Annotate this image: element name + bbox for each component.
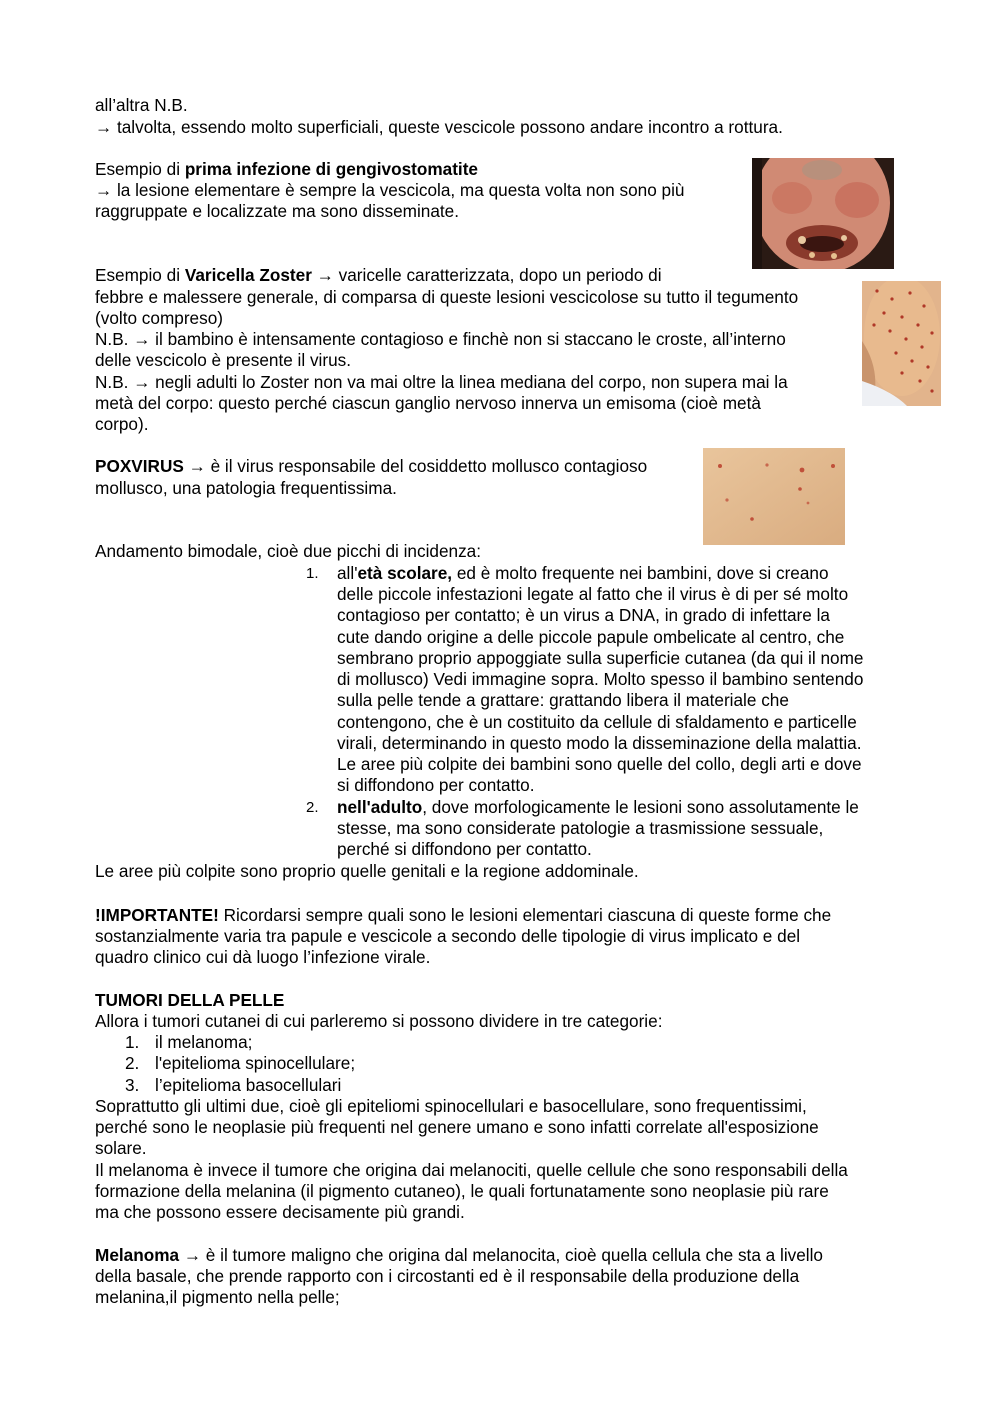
list-item-eta-scolare: all'età scolare, ed è molto frequente nei bambini, dove si creano — [337, 563, 829, 583]
list-number: 1. — [306, 565, 319, 582]
text-line: cute dando origine a delle piccole papule ombelicate al centro, che — [337, 627, 845, 647]
list-item-adulto: nell'adulto, dove morfologicamente le lesioni sono assolutamente le — [337, 797, 859, 817]
text-line: si diffondono per contatto. — [337, 775, 535, 795]
section-heading: TUMORI DELLA PELLE — [95, 990, 285, 1010]
text-line: metà del corpo: questo perché ciascun ganglio nervoso innerva un emisoma (cioè metà — [95, 393, 761, 413]
text-line: Allora i tumori cutanei di cui parleremo si possono dividere in tre categorie: — [95, 1011, 663, 1031]
text-line: Soprattutto gli ultimi due, cioè gli epiteliomi spinocellulari e basocellulare, sono frequentissimi, — [95, 1096, 807, 1116]
molluscum-photo — [703, 448, 845, 545]
text-line: della basale, che prende rapporto con i circostanti ed è il responsabile della produzione della — [95, 1266, 800, 1286]
text-line: raggruppate e localizzate ma sono disseminate. — [95, 201, 460, 221]
text-line: N.B. → negli adulti lo Zoster non va mai oltre la linea mediana del corpo, non supera mai la — [95, 372, 788, 392]
text-line: Andamento bimodale, cioè due picchi di incidenza: — [95, 541, 482, 561]
text-line: Il melanoma è invece il tumore che origina dai melanociti, quelle cellule che sono responsabili della — [95, 1160, 848, 1180]
text-line: ma che possono essere decisamente più grandi. — [95, 1202, 465, 1222]
text-line: Le aree più colpite dei bambini sono quelle del collo, degli arti e dove — [337, 754, 862, 774]
text-line: solare. — [95, 1138, 147, 1158]
text-line: Le aree più colpite sono proprio quelle genitali e la regione addominale. — [95, 861, 639, 881]
list-item: l'epitelioma spinocellulare; — [155, 1053, 356, 1073]
list-number: 2. — [306, 799, 319, 816]
text-line: N.B. → il bambino è intensamente contagioso e finchè non si staccano le croste, all’interno — [95, 329, 786, 349]
text-line: perché sono le neoplasie più frequenti nel genere umano e sono infatti correlate all'esposizione — [95, 1117, 819, 1137]
importante-line: !IMPORTANTE! Ricordarsi sempre quali sono le lesioni elementari ciascuna di queste forme che — [95, 905, 832, 925]
text-line: sulla pelle tende a grattare: grattando libera il materiale che — [337, 690, 789, 710]
text-line: febbre e malessere generale, di comparsa di queste lesioni vescicolose su tutto il tegumento — [95, 287, 799, 307]
list-item: il melanoma; — [155, 1032, 253, 1052]
text-line: sostanzialmente varia tra papule e vescicole a secondo delle tipologie di virus implicato e del — [95, 926, 801, 946]
text-line: quadro clinico cui dà luogo l’infezione virale. — [95, 947, 431, 967]
list-number: 1. — [125, 1032, 140, 1052]
text-line: perché si diffondono per contatto. — [337, 839, 592, 859]
list-number: 2. — [125, 1053, 140, 1073]
text-line: → la lesione elementare è sempre la vescicola, ma questa volta non sono più — [95, 180, 685, 200]
text-line: stesse, ma sono considerate patologie a trasmissione sessuale, — [337, 818, 824, 838]
text-line: delle piccole infestazioni legate al fatto che il virus è di per sé molto — [337, 584, 849, 604]
text-line: di mollusco) Vedi immagine sopra. Molto spesso il bambino sentendo — [337, 669, 864, 689]
list-item: l’epitelioma basocellulari — [155, 1075, 342, 1095]
text-line: sembrano proprio appoggiate sulla superficie cutanea (da qui il nome — [337, 648, 864, 668]
text-line: melanina,il pigmento nella pelle; — [95, 1287, 340, 1307]
text-line: → talvolta, essendo molto superficiali, queste vescicole possono andare incontro a rottura. — [95, 117, 783, 137]
text-line: all’altra N.B. — [95, 95, 188, 115]
gengivostomatitis-photo — [752, 158, 894, 269]
text-line: (volto compreso) — [95, 308, 223, 328]
text-line: mollusco, una patologia frequentissima. — [95, 478, 397, 498]
text-line: virali, determinando in questo modo la disseminazione della malattia. — [337, 733, 862, 753]
gengivostomatite-title: Esempio di prima infezione di gengivostomatite — [95, 159, 478, 179]
text-line: contengono, che è un costituito da cellule di sfaldamento e particelle — [337, 712, 857, 732]
text-line: delle vescicolo è presente il virus. — [95, 350, 352, 370]
list-number: 3. — [125, 1075, 140, 1095]
text-line: contagioso per contatto; è un virus a DNA, in grado di infettare la — [337, 605, 830, 625]
text-line: corpo). — [95, 414, 149, 434]
text-line: formazione della melanina (il pigmento cutaneo), le quali fortunatamente sono neoplasie più rare — [95, 1181, 829, 1201]
poxvirus-title: POXVIRUS → è il virus responsabile del cosiddetto mollusco contagioso — [95, 456, 648, 476]
varicella-photo — [862, 281, 941, 406]
varicella-title: Esempio di Varicella Zoster → varicelle caratterizzata, dopo un periodo di — [95, 265, 662, 285]
melanoma-line: Melanoma → è il tumore maligno che origina dal melanocita, cioè quella cellula che sta a livello — [95, 1245, 823, 1265]
